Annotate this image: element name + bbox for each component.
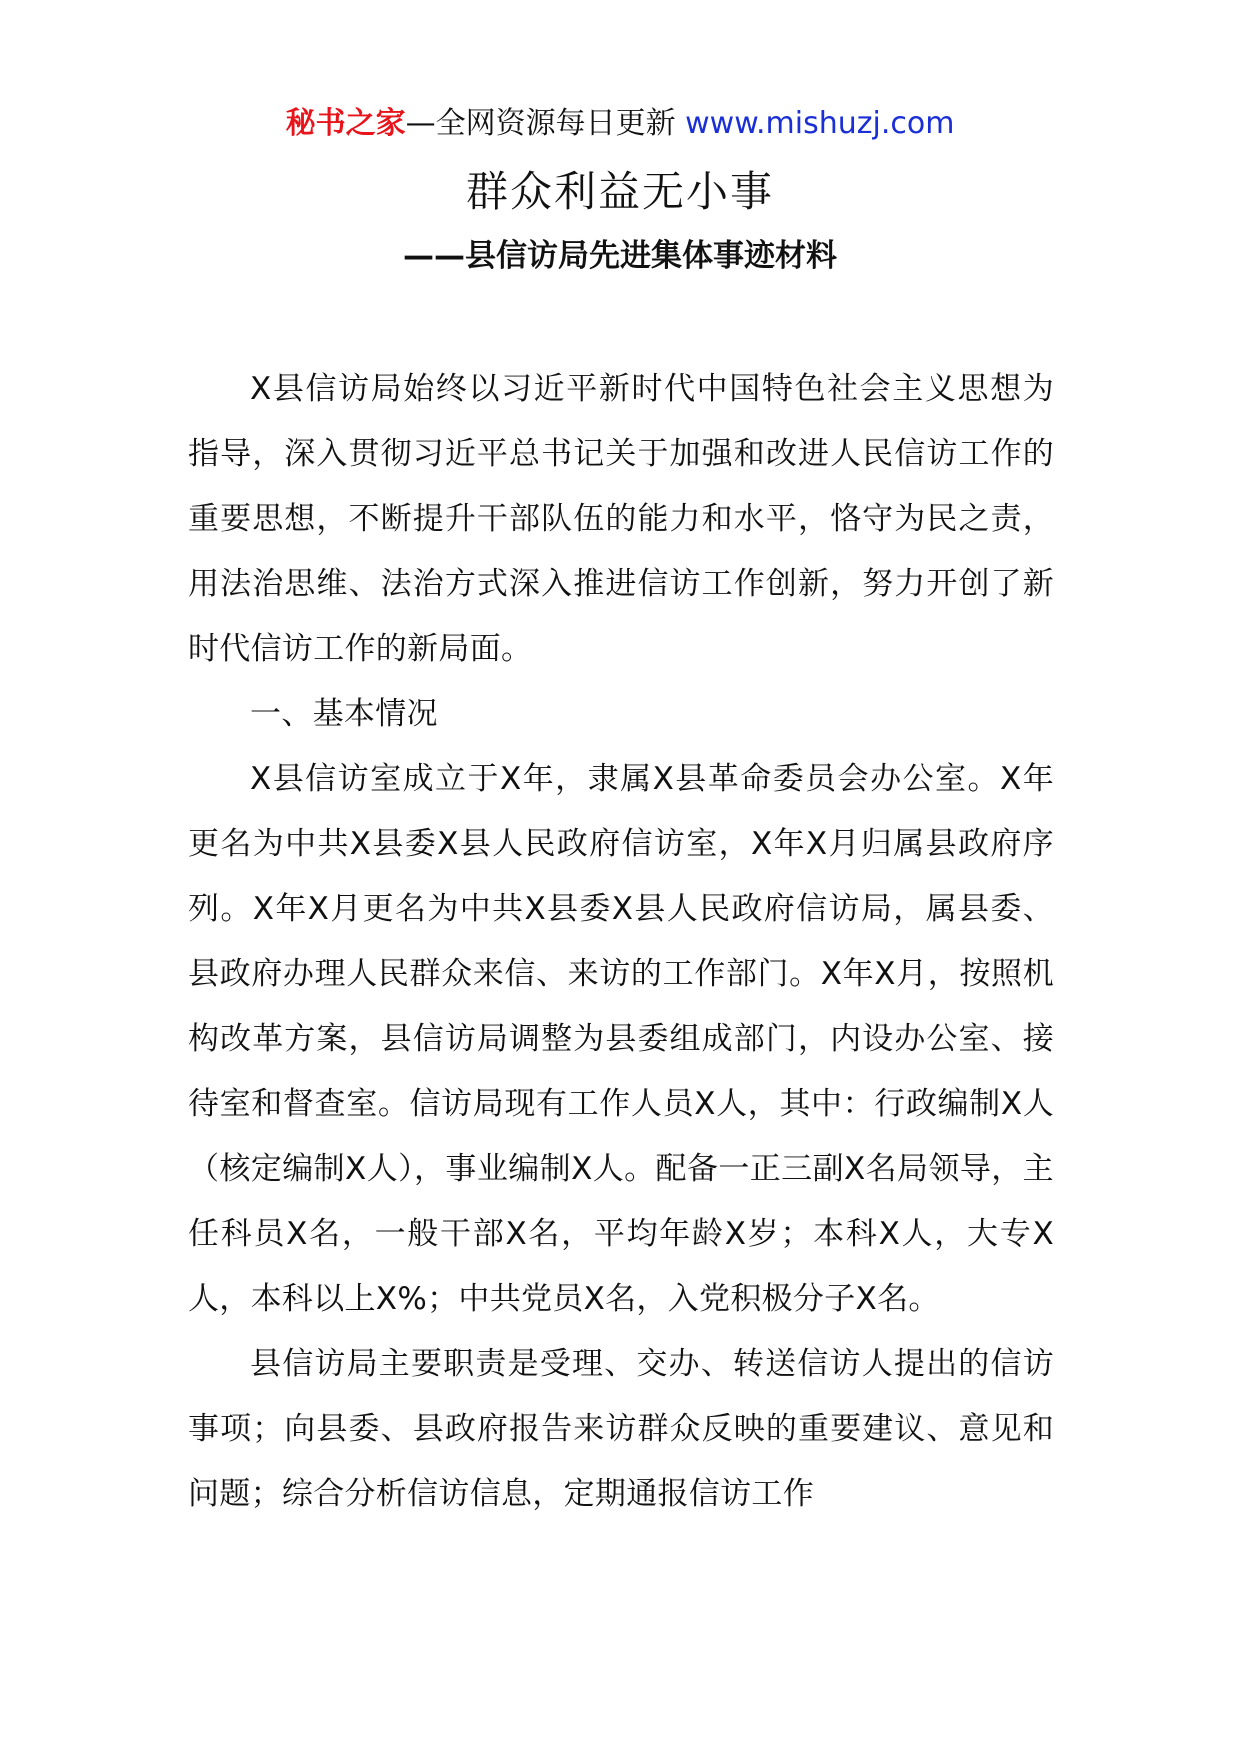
paragraph-intro: X县信访局始终以习近平新时代中国特色社会主义思想为指导，深入贯彻习近平总书记关于加强和改进人民信访工作的重要思想，不断提升干部队伍的能力和水平，恪守为民之责，用法治思维、法治方式深入推进信访工作创新，努力开创了新时代信访工作的新局面。 [188,371,1054,667]
paragraph-basic-info: X县信访室成立于X年，隶属X县革命委员会办公室。X年更名为中共X县委X县人民政府信访室，X年X月归属县政府序列。X年X月更名为中共X县委X县人民政府信访局，属县委、县政府办理人民群众来信、来访的工作部门。X年X月，按照机构改革方案，县信访局调整为县委组成部门，内设办公室、接待室和督查室。信访局现有工作人员X人，其中：行政编制X人（核定编制X人），事业编制X人。配备一正三副X名局领导，主任科员X名，一般干部X名，平均年龄X岁；本科X人，大专X人，本科以上X%；中共党员X名，入党积极分子X名。 [188,761,1054,1317]
document-body [188,357,1054,1527]
paragraph-duties: 县信访局主要职责是受理、交办、转送信访人提出的信访事项；向县委、县政府报告来访群众反映的重要建议、意见和问题；综合分析信访信息，定期通报信访工作 [188,1346,1054,1512]
document-title: 群众利益无小事 [465,167,774,216]
site-slogan: —全网资源每日更新 [405,106,686,141]
site-banner [0,100,1240,148]
section-heading-basic-info: 一、基本情况 [250,696,438,732]
document-subtitle: ——县信访局先进集体事迹材料 [403,238,837,274]
site-url-link[interactable]: www.mishuzj.com [685,106,955,141]
site-name: 秘书之家 [285,106,406,141]
